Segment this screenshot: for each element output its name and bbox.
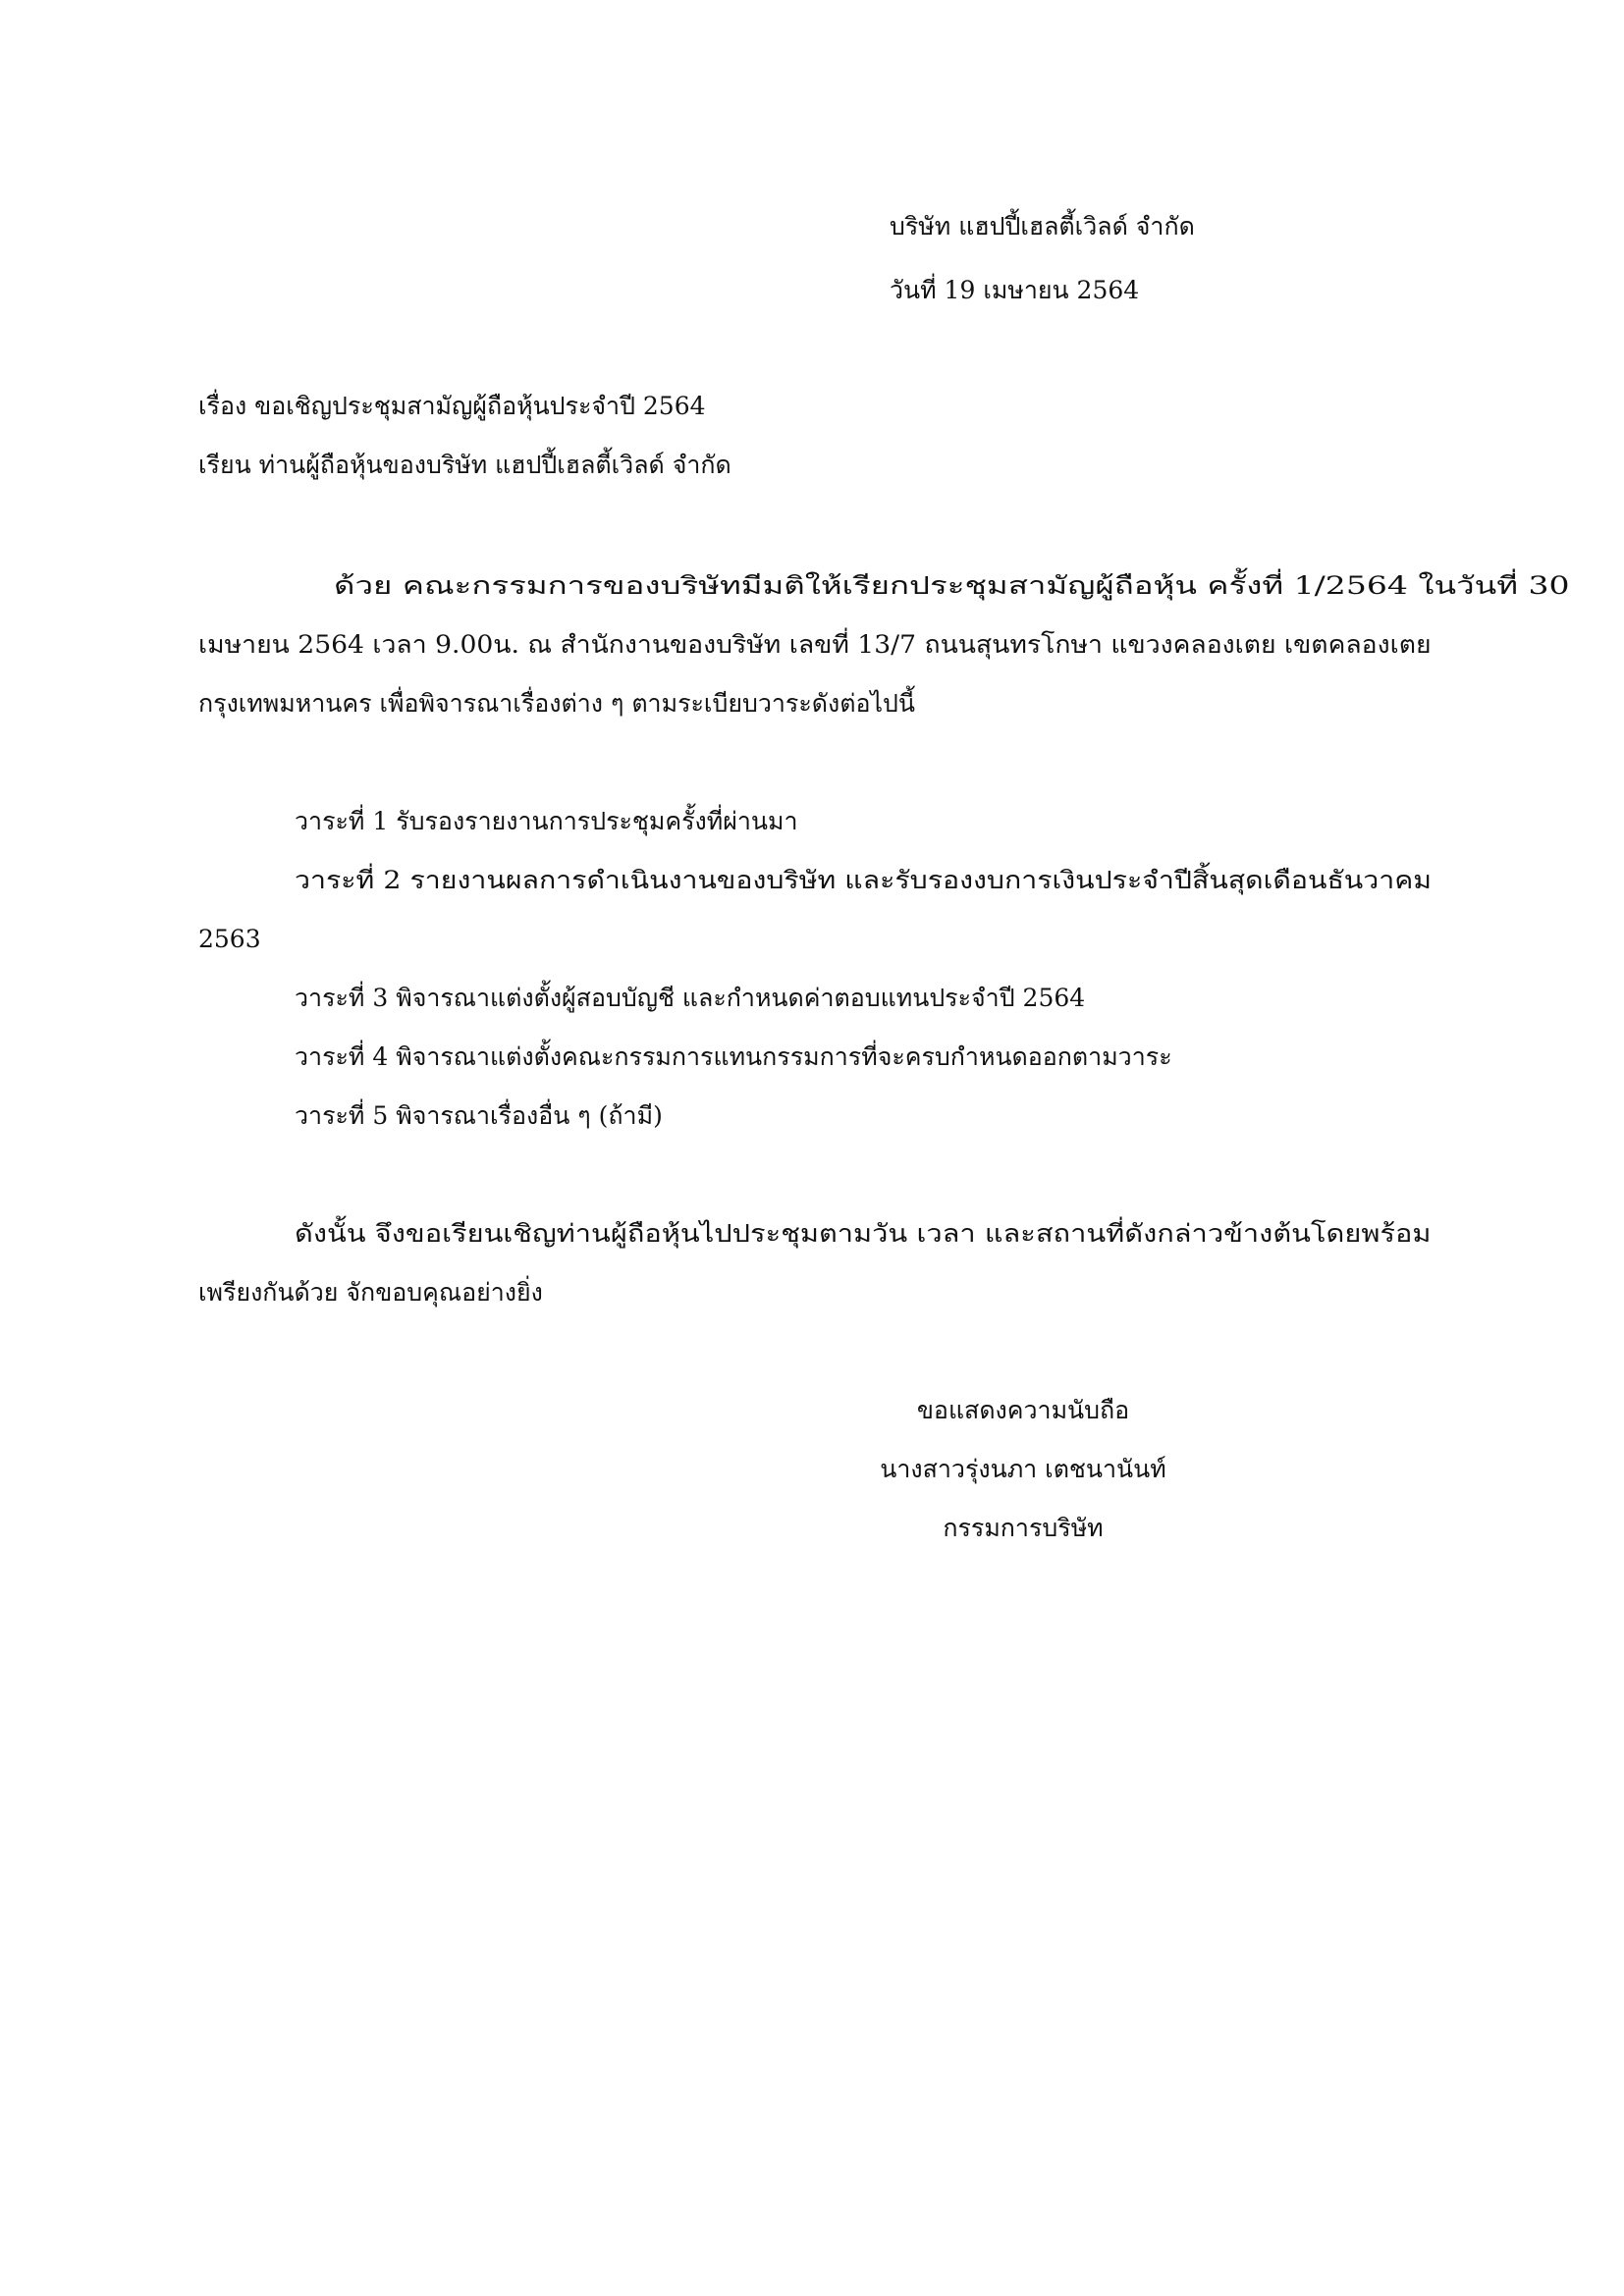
signature-title: กรรมการบริษัท [943, 1514, 1104, 1542]
intro-line-2: เมษายน 2564 เวลา 9.00น. ณ สำนักงานของบริษัท เลขที่ 13/7 ถนนสุนทรโกษา แขวงคลองเตย เขตคลองเตย [198, 630, 1432, 659]
agenda-item-2-continued: 2563 [198, 925, 261, 953]
agenda-item-1: วาระที่ 1 รับรองรายงานการประชุมครั้งที่ผ่านมา [295, 807, 798, 835]
letter-subject: เรื่อง ขอเชิญประชุมสามัญผู้ถือหุ้นประจำปี 2564 [198, 392, 706, 420]
company-name: บริษัท แฮปปี้เฮลตี้เวิลด์ จำกัด [890, 212, 1195, 240]
letter-recipient: เรียน ท่านผู้ถือหุ้นของบริษัท แฮปปี้เฮลตี้เวิลด์ จำกัด [198, 451, 731, 479]
closing-line-1: ดังนั้น จึงขอเรียนเชิญท่านผู้ถือหุ้นไปประชุมตามวัน เวลา และสถานที่ดังกล่าวข้างต้นโดยพร้อม [295, 1219, 1432, 1248]
agenda-item-3: วาระที่ 3 พิจารณาแต่งตั้งผู้สอบบัญชี และกำหนดค่าตอบแทนประจำปี 2564 [295, 984, 1086, 1012]
letter-date: วันที่ 19 เมษายน 2564 [890, 276, 1140, 304]
signature-regards: ขอแสดงความนับถือ [916, 1396, 1130, 1424]
agenda-item-5: วาระที่ 5 พิจารณาเรื่องอื่น ๆ (ถ้ามี) [295, 1101, 663, 1130]
intro-line-3: กรุงเทพมหานคร เพื่อพิจารณาเรื่องต่าง ๆ ตามระเบียบวาระดังต่อไปนี้ [198, 689, 916, 718]
signature-name: นางสาวรุ่งนภา เตชนานันท์ [880, 1455, 1166, 1483]
agenda-item-2: วาระที่ 2 รายงานผลการดำเนินงานของบริษัท และรับรองงบการเงินประจำปีสิ้นสุดเดือนธันวาคม [295, 866, 1433, 894]
closing-line-2: เพรียงกันด้วย จักขอบคุณอย่างยิ่ง [198, 1278, 543, 1307]
agenda-item-4: วาระที่ 4 พิจารณาแต่งตั้งคณะกรรมการแทนกรรมการที่จะครบกำหนดออกตามวาระ [295, 1042, 1172, 1071]
intro-line-1: ด้วย คณะกรรมการของบริษัทมีมติให้เรียกประชุมสามัญผู้ถือหุ้น ครั้งที่ 1/2564 ในวันที่ 30 [334, 571, 1570, 600]
